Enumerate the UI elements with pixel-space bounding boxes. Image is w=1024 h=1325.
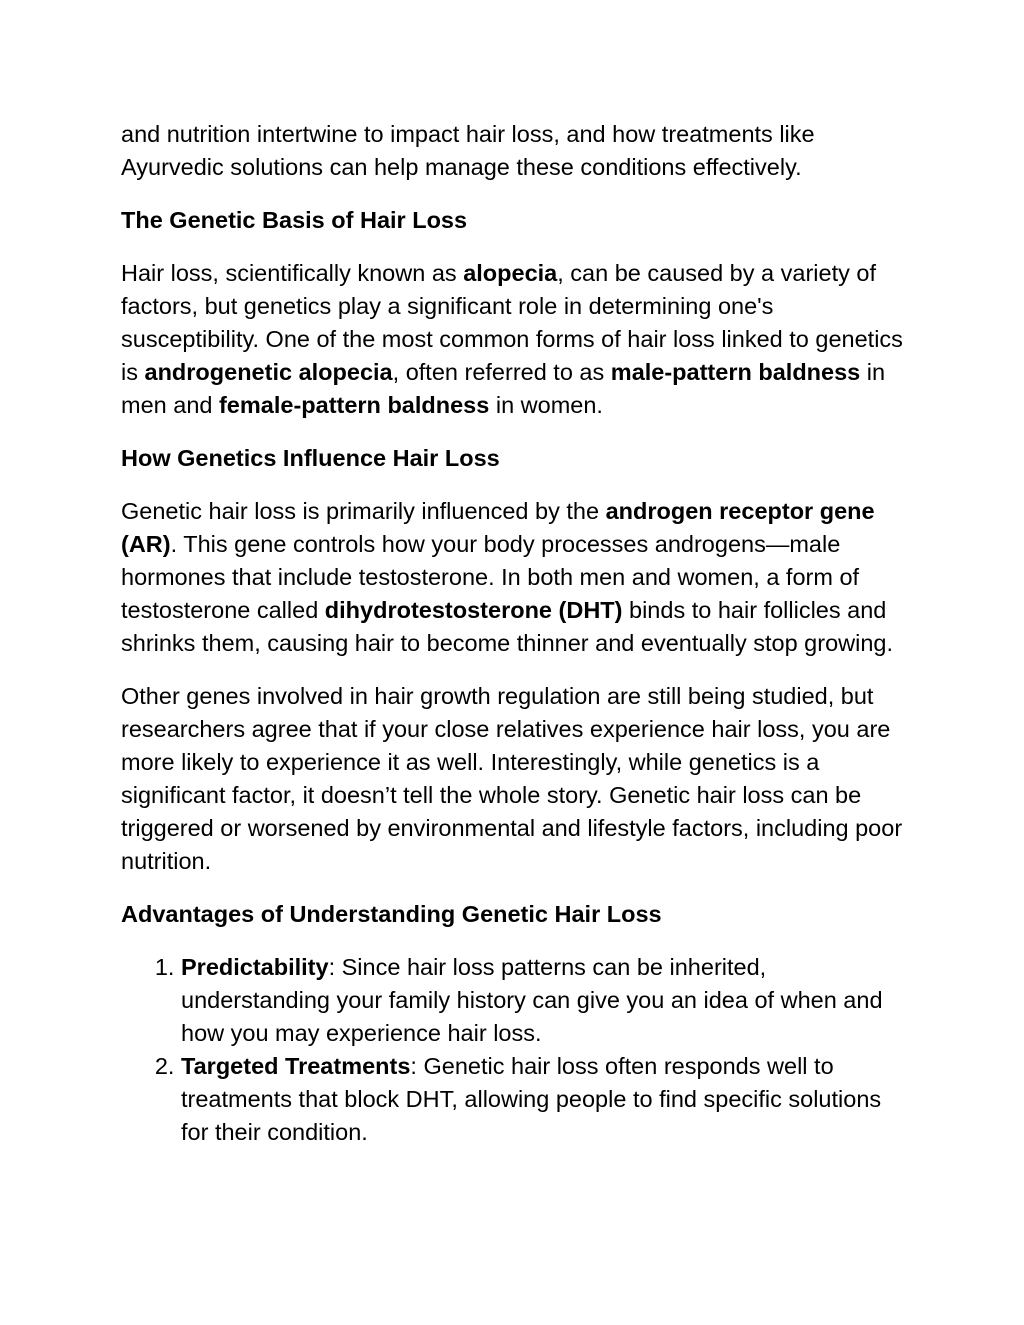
bold-term-ar-gene: androgen receptor gene (AR) (121, 498, 875, 557)
heading-advantages: Advantages of Understanding Genetic Hair Loss (121, 901, 662, 927)
text-run: Genetic hair loss is primarily influenced by the (121, 498, 606, 524)
paragraph-other-genes: Other genes involved in hair growth regulation are still being studied, but researchers agree that if your close relatives experience hair loss, you are more likely to experience it as well. Interestingly, while genetics is a significant factor, it doesn’t tell the whole story. Genetic hair loss can be triggered or worsened by environmental and lifestyle factors, including poor nutrition. (121, 683, 903, 874)
heading-how-genetics: How Genetics Influence Hair Loss (121, 445, 500, 471)
bold-term-alopecia: alopecia (463, 260, 558, 286)
list-item-text: : Since hair loss patterns can be inherited, understanding your family history can give you an idea of when and how you may experience hair loss. (181, 954, 883, 1046)
text-run: in men and (121, 359, 886, 418)
text-run: , can be caused by a variety of factors, but genetics play a significant role in determining one's susceptibility. One of the most common forms of hair loss linked to genetics is (121, 260, 903, 385)
list-item-predictability (181, 951, 911, 1050)
bold-term-dht: dihydrotestosterone (DHT) (324, 597, 623, 623)
paragraph-alopecia (121, 257, 911, 422)
text-run: in women. (489, 392, 603, 418)
advantages-list (121, 951, 911, 1149)
list-item-targeted-treatments (181, 1050, 911, 1149)
list-item-term: Targeted Treatments (181, 1053, 411, 1079)
bold-term-androgenetic-alopecia: androgenetic alopecia (144, 359, 393, 385)
text-run: Hair loss, scientifically known as (121, 260, 464, 286)
document-page (121, 118, 911, 1149)
bold-term-female-pattern: female-pattern baldness (218, 392, 490, 418)
bold-term-male-pattern: male-pattern baldness (610, 359, 861, 385)
paragraph-androgen-receptor (121, 495, 911, 660)
text-run: , often referred to as (392, 359, 611, 385)
text-run: . This gene controls how your body processes androgens—male hormones that include testosterone. In both men and women, a form of testosterone called (121, 531, 860, 623)
list-item-term: Predictability (181, 954, 329, 980)
heading-genetic-basis: The Genetic Basis of Hair Loss (121, 207, 468, 233)
intro-paragraph: and nutrition intertwine to impact hair loss, and how treatments like Ayurvedic solutions can help manage these conditions effectively. (121, 121, 815, 180)
list-item-text: : Genetic hair loss often responds well to treatments that block DHT, allowing people to find specific solutions for their condition. (181, 1053, 882, 1145)
text-run: binds to hair follicles and shrinks them, causing hair to become thinner and eventually stop growing. (121, 597, 894, 656)
